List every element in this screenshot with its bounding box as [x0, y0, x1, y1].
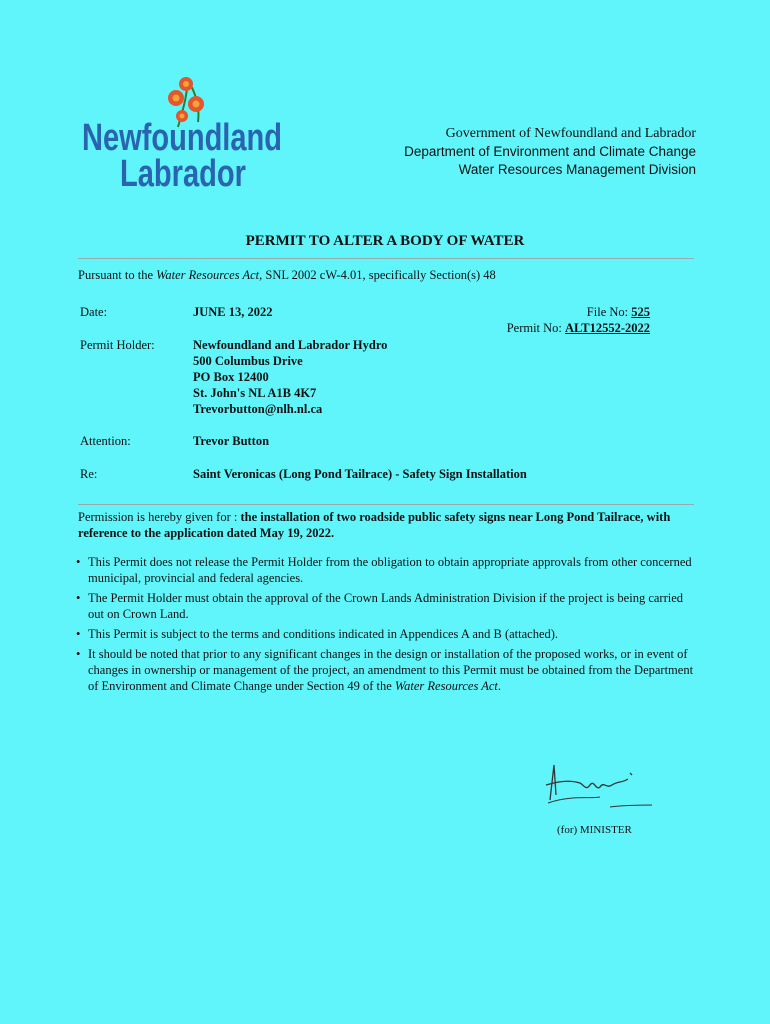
- permit-title: PERMIT TO ALTER A BODY OF WATER: [245, 233, 525, 249]
- attention-label: Attention:: [80, 434, 131, 448]
- condition-text: It should be noted that prior to any significant changes in the design or installation of the proposed works, or in event of changes in ownership or management of the project, an amendment to this Permit must be obtained from the Department of Environment and Climate Change under Section 49 of the: [88, 647, 694, 693]
- logo-word-newfoundland: Newfoundland: [82, 117, 282, 159]
- holder-line: PO Box 12400: [193, 370, 269, 384]
- division-name: Water Resources Management Division: [458, 162, 696, 177]
- condition-item: • The Permit Holder must obtain the approval of the Crown Lands Administration Division if the project is being carried out on Crown Land.: [76, 590, 696, 622]
- divider: [78, 258, 694, 259]
- act-name: Water Resources Act: [156, 268, 260, 282]
- re-label: Re:: [80, 467, 98, 481]
- permit-holder-label: Permit Holder:: [80, 338, 155, 352]
- condition-item: [76, 646, 696, 694]
- file-number: [587, 304, 650, 320]
- permit-number-label: Permit No:: [506, 321, 566, 335]
- condition-end: .: [497, 679, 501, 693]
- pursuant-suffix: , SNL 2002 cW-4.01, specifically Section(s) 48: [259, 268, 496, 282]
- condition-item: • This Permit is subject to the terms and conditions indicated in Appendices A and B (attached).: [76, 626, 696, 642]
- pursuant-line: [78, 267, 496, 283]
- holder-line: Newfoundland and Labrador Hydro: [193, 338, 388, 352]
- department-name: Department of Environment and Climate Change: [404, 144, 696, 159]
- holder-line: St. John's NL A1B 4K7: [193, 386, 317, 400]
- pursuant-prefix: Pursuant to the: [78, 268, 157, 282]
- holder-line: 500 Columbus Drive: [193, 354, 303, 368]
- permission-details: the installation of two roadside public safety signs near Long Pond Tailrace, with reference to the application dated May 19, 2022.: [78, 510, 671, 540]
- permit-number: [507, 320, 650, 336]
- attention-value: Trevor Button: [193, 434, 270, 448]
- logo-word-labrador: Labrador: [120, 153, 247, 195]
- condition-item: • This Permit does not release the Permit Holder from the obligation to obtain appropriate approvals from other concerned municipal, provincial and federal agencies.: [76, 554, 696, 586]
- file-number-value: 525: [631, 305, 650, 319]
- holder-email: Trevorbutton@nlh.nl.ca: [193, 402, 323, 416]
- signature-caption: (for) MINISTER: [557, 824, 632, 836]
- government-name: Government of Newfoundland and Labrador: [445, 126, 696, 141]
- minister-signature: [540, 755, 660, 815]
- conditions-list: [76, 554, 696, 698]
- date-label: Date:: [80, 305, 108, 319]
- divider: [78, 504, 694, 505]
- permit-number-value: ALT12552-2022: [565, 321, 650, 335]
- file-number-label: File No:: [586, 305, 632, 319]
- permit-holder-address: [193, 337, 387, 417]
- act-name: Water Resources Act: [394, 679, 498, 693]
- date-value: JUNE 13, 2022: [193, 305, 273, 319]
- re-value: Saint Veronicas (Long Pond Tailrace) - Safety Sign Installation: [193, 467, 527, 481]
- permission-prefix: Permission is hereby given for :: [78, 510, 241, 524]
- permission-statement: [78, 509, 698, 541]
- newfoundland-labrador-logo: [78, 72, 293, 195]
